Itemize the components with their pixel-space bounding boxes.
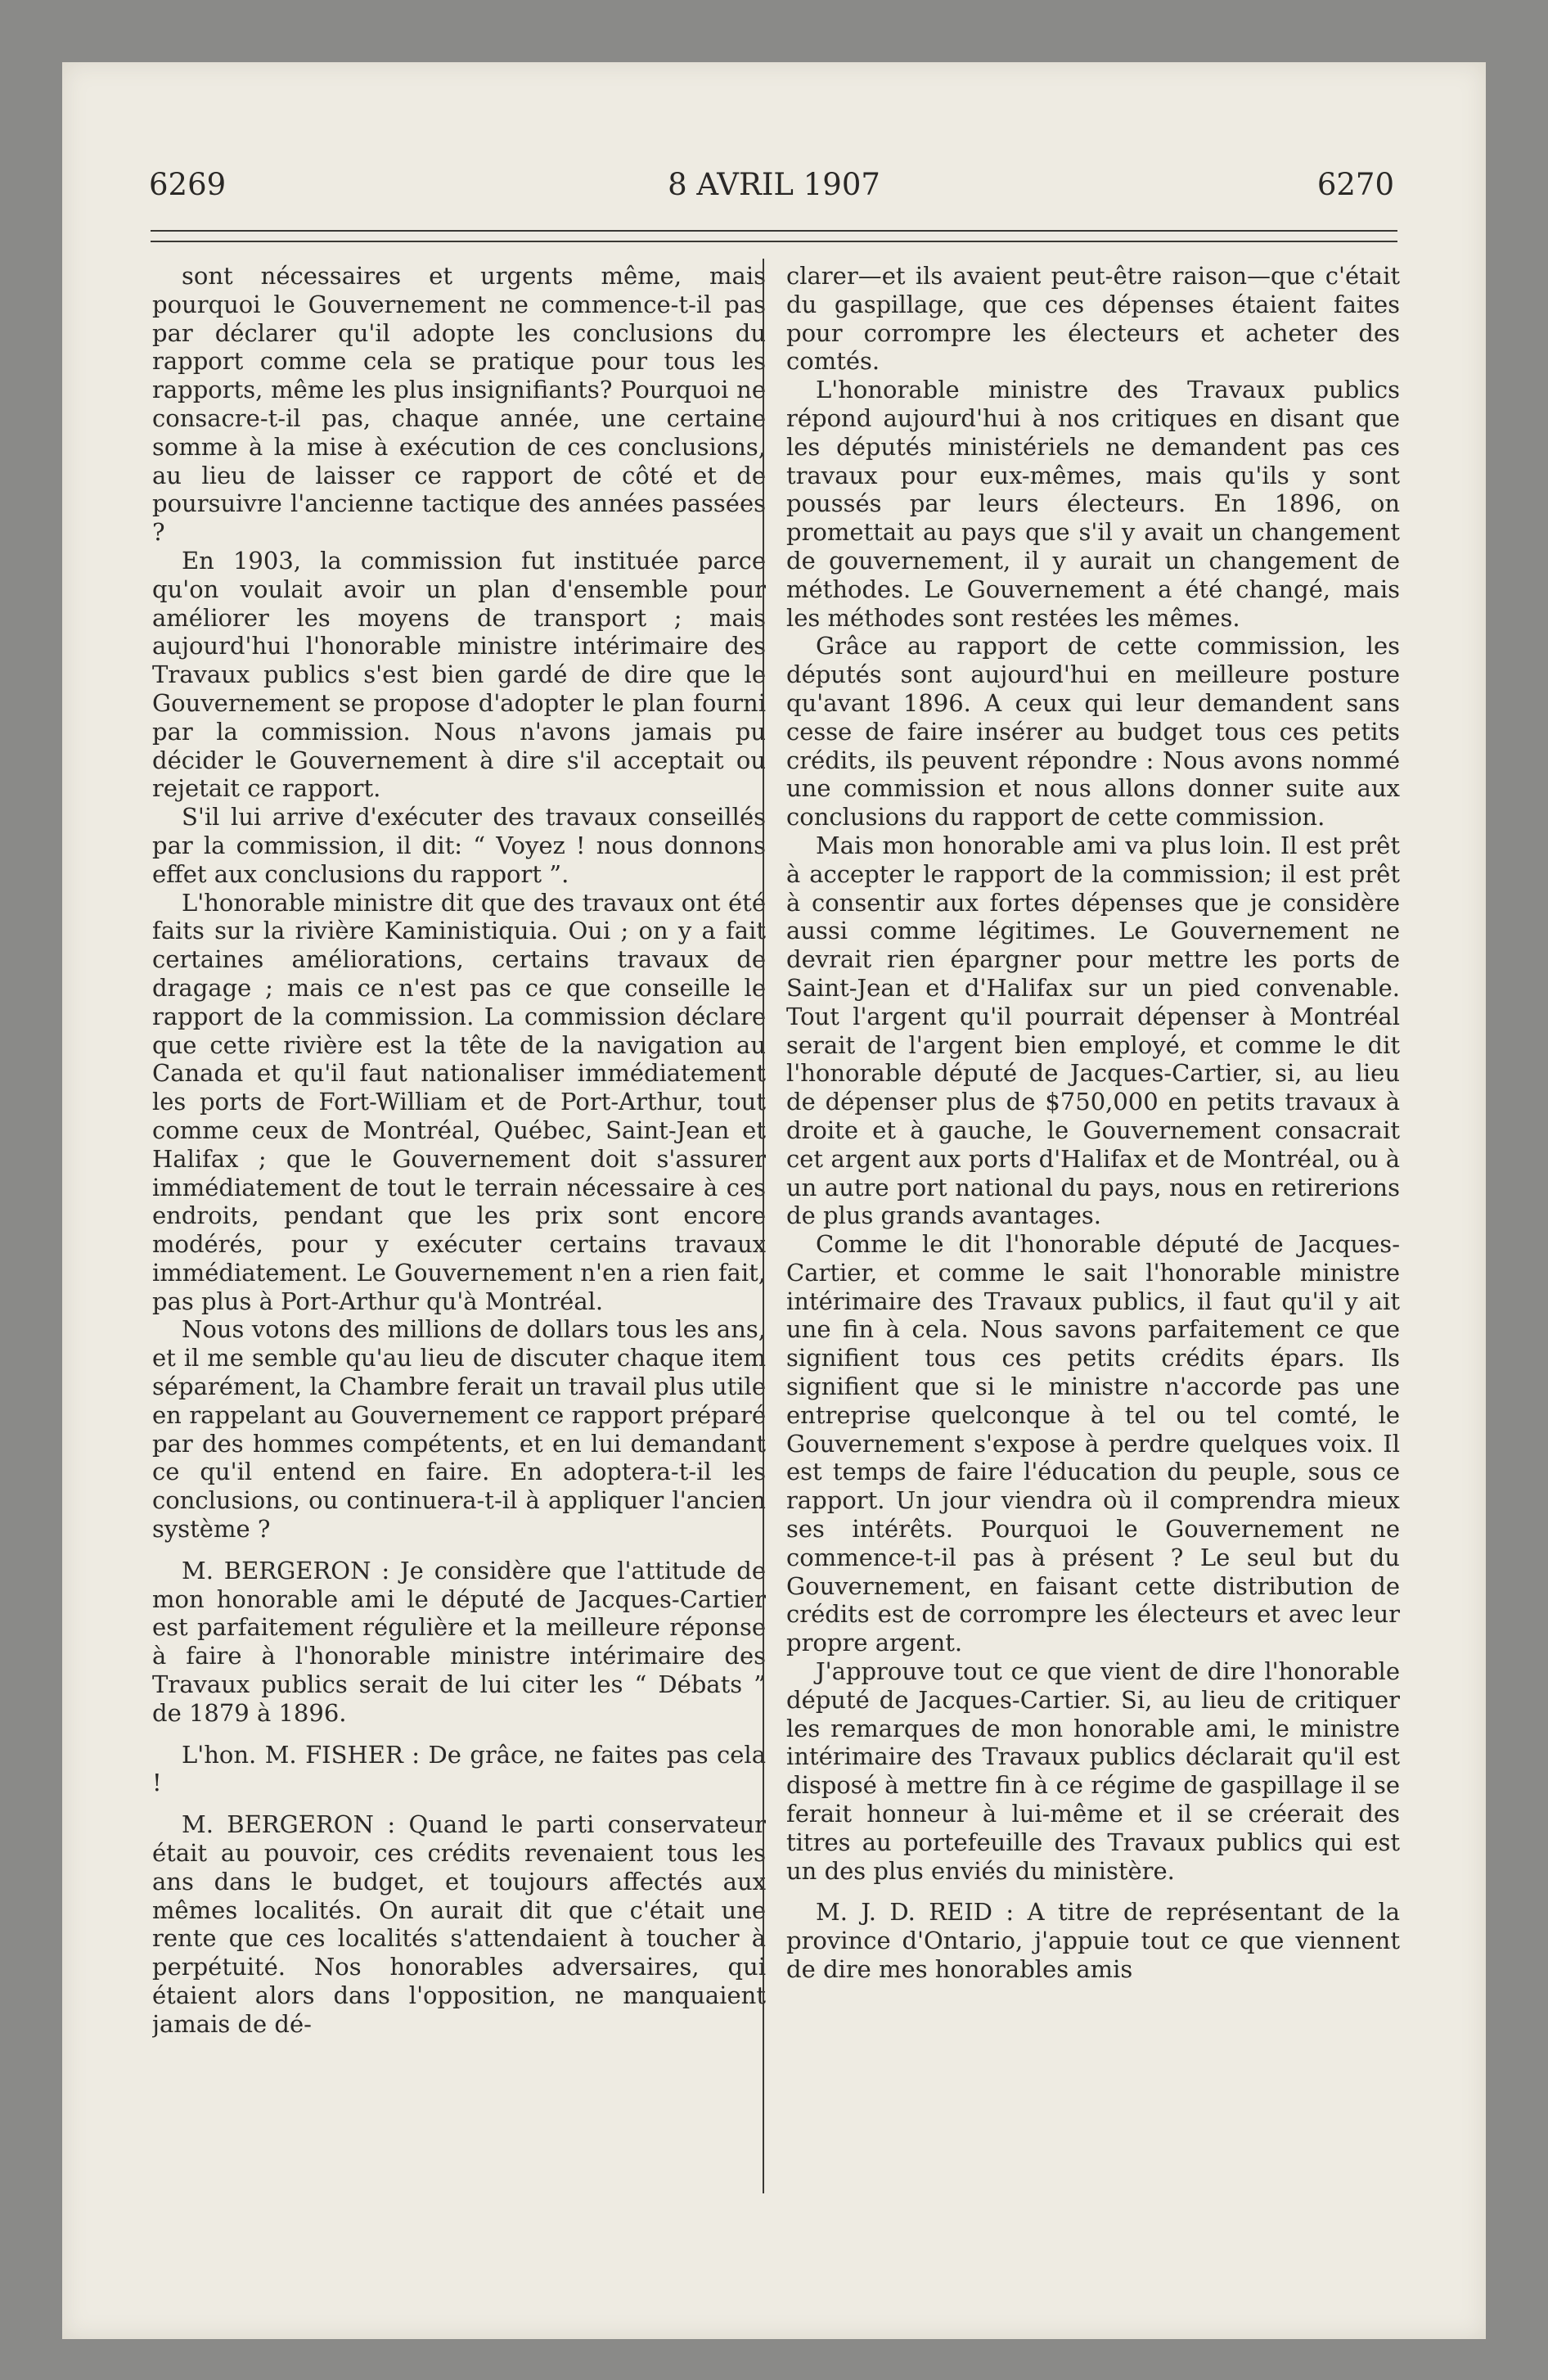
left-column bbox=[152, 262, 766, 2193]
paragraph: Mais mon honorable ami va plus loin. Il est prêt à accepter le rapport de la commission; il est prêt à consentir aux fortes dépenses que je considère aussi comme légitimes. Le Gouvernement ne devrait rien épargner pour mettre les ports de Saint-Jean et d'Halifax sur un pied convenable. Tout l'argent qu'il pourrait dépenser à Montréal serait de l'argent bien employé, et comme le dit l'honorable député de Jacques-Cartier, si, au lieu de dépenser plus de $750,000 en petits travaux à droite et à gauche, le Gouvernement consacrait cet argent aux ports d'Halifax et de Montréal, ou à un autre port national du pays, nous en retirerions de plus grands avantages. bbox=[786, 831, 1400, 1230]
paragraph: En 1903, la commission fut instituée parce qu'on voulait avoir un plan d'ensemble pour améliorer les moyens de transport ; mais aujourd'hui l'honorable ministre intérimaire des Travaux publics s'est bien gardé de dire que le Gouvernement se propose d'adopter le plan fourni par la commission. Nous n'avons jamais pu décider le Gouvernement à dire s'il acceptait ou rejetait ce rapport. bbox=[152, 546, 766, 803]
paragraph: L'honorable ministre des Travaux publics répond aujourd'hui à nos critiques en disant que les députés ministériels ne demandent pas ces travaux pour eux-mêmes, mais qu'ils y sont poussés par leurs électeurs. En 1896, on promettait au pays que s'il y avait un changement de gouvernement, il y aurait un changement de méthodes. Le Gouvernement a été changé, mais les méthodes sont restées les mêmes. bbox=[786, 376, 1400, 632]
paragraph: L'honorable ministre dit que des travaux ont été faits sur la rivière Kaministiquia. Oui ; on y a fait certaines améliorations, certains travaux de dragage ; mais ce n'est pas ce que conseille le rapport de la commission. La commission déclare que cette rivière est la tête de la navigation au Canada et qu'il faut nationaliser immédiatement les ports de Fort-William et de Port-Arthur, tout comme ceux de Montréal, Québec, Saint-Jean et Halifax ; que le Gouvernement doit s'assurer immédiatement de tout le terrain nécessaire à ces endroits, pendant que les prix sont encore modérés, pour y exécuter certains travaux immédiatement. Le Gouvernement n'en a rien fait, pas plus à Port-Arthur qu'à Montréal. bbox=[152, 888, 766, 1315]
page-number-left: 6269 bbox=[149, 167, 227, 202]
paragraph: M. BERGERON : Quand le parti conservateur était au pouvoir, ces crédits revenaient tous les ans dans le budget, et toujours affectés aux mêmes localités. On aurait dit que c'était une rente que ces localités s'attendaient à toucher à perpétuité. Nos honorables adversaires, qui étaient alors dans l'opposition, ne manquaient jamais de dé- bbox=[152, 1810, 766, 2038]
paragraph: clarer—et ils avaient peut-être raison—que c'était du gaspillage, que ces dépenses étaient faites pour corrompre les électeurs et acheter des comtés. bbox=[786, 262, 1400, 376]
column-divider bbox=[763, 259, 764, 2193]
paragraph: Comme le dit l'honorable député de Jacques-Cartier, et comme le sait l'honorable ministre intérimaire des Travaux publics, il faut qu'il y ait une fin à cela. Nous savons parfaitement ce que signifient tous ces petits crédits épars. Ils signifient que si le ministre n'accorde pas une entreprise quelconque à tel ou tel comté, le Gouvernement s'expose à perdre quelques voix. Il est temps de faire l'éducation du peuple, sous ce rapport. Un jour viendra où il comprendra mieux ses intérêts. Pourquoi le Gouvernement ne commence-t-il pas à présent ? Le seul but du Gouvernement, en faisant cette distribution de crédits est de corrompre les électeurs et avec leur propre argent. bbox=[786, 1230, 1400, 1657]
page-number-right: 6270 bbox=[1316, 167, 1394, 202]
paragraph: J'approuve tout ce que vient de dire l'honorable député de Jacques-Cartier. Si, au lieu de critiquer les remarques de mon honorable ami, le ministre intérimaire des Travaux publics déclarait qu'il est disposé à mettre fin à ce régime de gaspillage il se ferait honneur à lui-même et il se créerait des titres au portefeuille des Travaux publics qui est un des plus enviés du ministère. bbox=[786, 1657, 1400, 1885]
header-rule-bottom bbox=[151, 241, 1397, 242]
paragraph: S'il lui arrive d'exécuter des travaux conseillés par la commission, il dit: “ Voyez ! nous donnons effet aux conclusions du rapport ”. bbox=[152, 803, 766, 888]
document-page bbox=[62, 62, 1486, 2339]
header-date: 8 AVRIL 1907 bbox=[668, 167, 880, 202]
paragraph: M. J. D. REID : A titre de représentant de la province d'Ontario, j'appuie tout ce que viennent de dire mes honorables amis bbox=[786, 1898, 1400, 1984]
paragraph: Nous votons des millions de dollars tous les ans, et il me semble qu'au lieu de discuter chaque item séparément, la Chambre ferait un travail plus utile en rappelant au Gouvernement ce rapport préparé par des hommes compétents, et en lui demandant ce qu'il entend en faire. En adoptera-t-il les conclusions, ou continuera-t-il à appliquer l'ancien système ? bbox=[152, 1315, 766, 1544]
paragraph: L'hon. M. FISHER : De grâce, ne faites pas cela ! bbox=[152, 1740, 766, 1797]
page-header bbox=[62, 167, 1486, 210]
paragraph: sont nécessaires et urgents même, mais pourquoi le Gouvernement ne commence-t-il pas par déclarer qu'il adopte les conclusions du rapport comme cela se pratique pour tous les rapports, même les plus insignifiants? Pourquoi ne consacre-t-il pas, chaque année, une certaine somme à la mise à exécution de ces conclusions, au lieu de laisser ce rapport de côté et de poursuivre l'ancienne tactique des années passées ? bbox=[152, 262, 766, 547]
paragraph: Grâce au rapport de cette commission, les députés sont aujourd'hui en meilleure posture qu'avant 1896. A ceux qui leur demandent sans cesse de faire insérer au budget tous ces petits crédits, ils peuvent répondre : Nous avons nommé une commission et nous allons donner suite aux conclusions du rapport de cette commission. bbox=[786, 632, 1400, 832]
paragraph: M. BERGERON : Je considère que l'attitude de mon honorable ami le député de Jacques-Cartier est parfaitement régulière et la meilleure réponse à faire à l'honorable ministre intérimaire des Travaux publics serait de lui citer les “ Débats ” de 1879 à 1896. bbox=[152, 1556, 766, 1727]
header-rule-top bbox=[151, 230, 1397, 232]
right-column bbox=[786, 262, 1400, 2193]
